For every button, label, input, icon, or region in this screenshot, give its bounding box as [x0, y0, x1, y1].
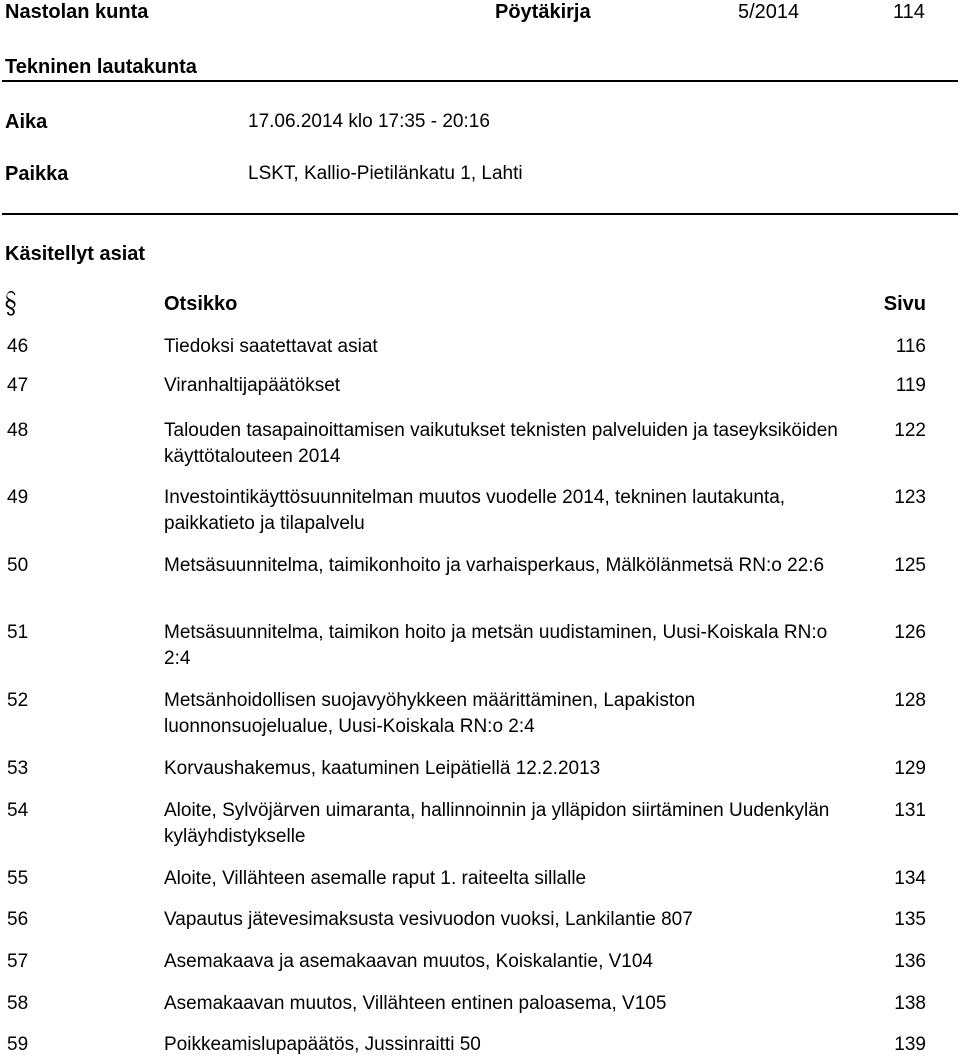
row-title: Viranhaltijapäätökset [164, 375, 341, 396]
row-number: 47 [7, 375, 29, 396]
row-page: 128 [894, 690, 926, 711]
meeting-divider [2, 213, 958, 215]
time-value: 17.06.2014 klo 17:35 - 20:16 [248, 111, 490, 132]
row-title: Aloite, Sylvöjärven uimaranta, hallinnoinnin ja ylläpidon siirtäminen Uudenkylän kyläyhdistykselle [164, 800, 830, 847]
column-header-page: Sivu [883, 293, 926, 315]
row-number: 56 [7, 909, 29, 930]
row-page: 119 [895, 375, 926, 396]
row-title: Tiedoksi saatettavat asiat [164, 336, 378, 357]
row-page: 125 [894, 555, 926, 576]
row-number: 55 [7, 868, 29, 889]
row-title: Talouden tasapainoittamisen vaikutukset teknisten palveluiden ja taseyksiköiden käyttötalouteen 2014 [164, 420, 838, 467]
document-type: Pöytäkirja [495, 1, 591, 23]
row-page: 123 [894, 487, 926, 508]
agenda-heading: Käsitellyt asiat [5, 243, 146, 265]
row-number: 59 [7, 1034, 29, 1055]
row-number: 48 [7, 420, 29, 441]
issue-number: 5/2014 [738, 1, 800, 23]
row-number: 46 [7, 336, 29, 357]
row-page: 126 [894, 622, 926, 643]
row-title: Aloite, Villähteen asemalle raput 1. raiteelta sillalle [164, 868, 587, 889]
row-page: 135 [894, 909, 926, 930]
municipality-name: Nastolan kunta [5, 1, 149, 23]
row-number: 51 [7, 622, 29, 643]
place-label: Paikka [5, 163, 69, 185]
row-number: 53 [7, 758, 29, 779]
row-title: Investointikäyttösuunnitelman muutos vuodelle 2014, tekninen lautakunta, paikkatieto ja tilapalvelu [164, 487, 786, 534]
row-title: Metsäsuunnitelma, taimikonhoito ja varhaisperkaus, Mälkölänmetsä RN:o 22:6 [164, 555, 825, 576]
row-title: Korvaushakemus, kaatuminen Leipätiellä 12.2.2013 [164, 758, 601, 779]
row-number: 58 [7, 993, 29, 1014]
place-value: LSKT, Kallio-Pietilänkatu 1, Lahti [248, 163, 523, 184]
committee-name: Tekninen lautakunta [5, 56, 197, 78]
row-title: Asemakaava ja asemakaavan muutos, Koiskalantie, V104 [164, 951, 653, 972]
row-number: 54 [7, 800, 29, 821]
row-number: 49 [7, 487, 29, 508]
row-page: 139 [894, 1034, 926, 1055]
row-title: Vapautus jätevesimaksusta vesivuodon vuoksi, Lankilantie 807 [164, 909, 693, 930]
column-header-title: Otsikko [164, 293, 238, 315]
page-number: 114 [893, 1, 925, 23]
row-page: 129 [894, 758, 926, 779]
row-title: Metsäsuunnitelma, taimikon hoito ja metsän uudistaminen, Uusi-Koiskala RN:o 2:4 [164, 622, 828, 669]
section-sign-icon [4, 291, 18, 317]
row-number: 52 [7, 690, 29, 711]
row-page: 131 [894, 800, 926, 821]
row-page: 138 [894, 993, 926, 1014]
header-divider [2, 80, 958, 82]
row-page: 134 [894, 868, 926, 889]
row-number: 50 [7, 555, 29, 576]
row-page: 122 [894, 420, 926, 441]
time-label: Aika [5, 111, 48, 133]
row-page: 116 [895, 336, 926, 357]
row-title: Poikkeamislupapäätös, Jussinraitti 50 [164, 1034, 481, 1055]
row-title: Asemakaavan muutos, Villähteen entinen paloasema, V105 [164, 993, 667, 1014]
row-title: Metsänhoidollisen suojavyöhykkeen määrittäminen, Lapakiston luonnonsuojelualue, Uusi-Koiskala RN:o 2:4 [164, 690, 696, 737]
row-page: 136 [894, 951, 926, 972]
row-number: 57 [7, 951, 29, 972]
